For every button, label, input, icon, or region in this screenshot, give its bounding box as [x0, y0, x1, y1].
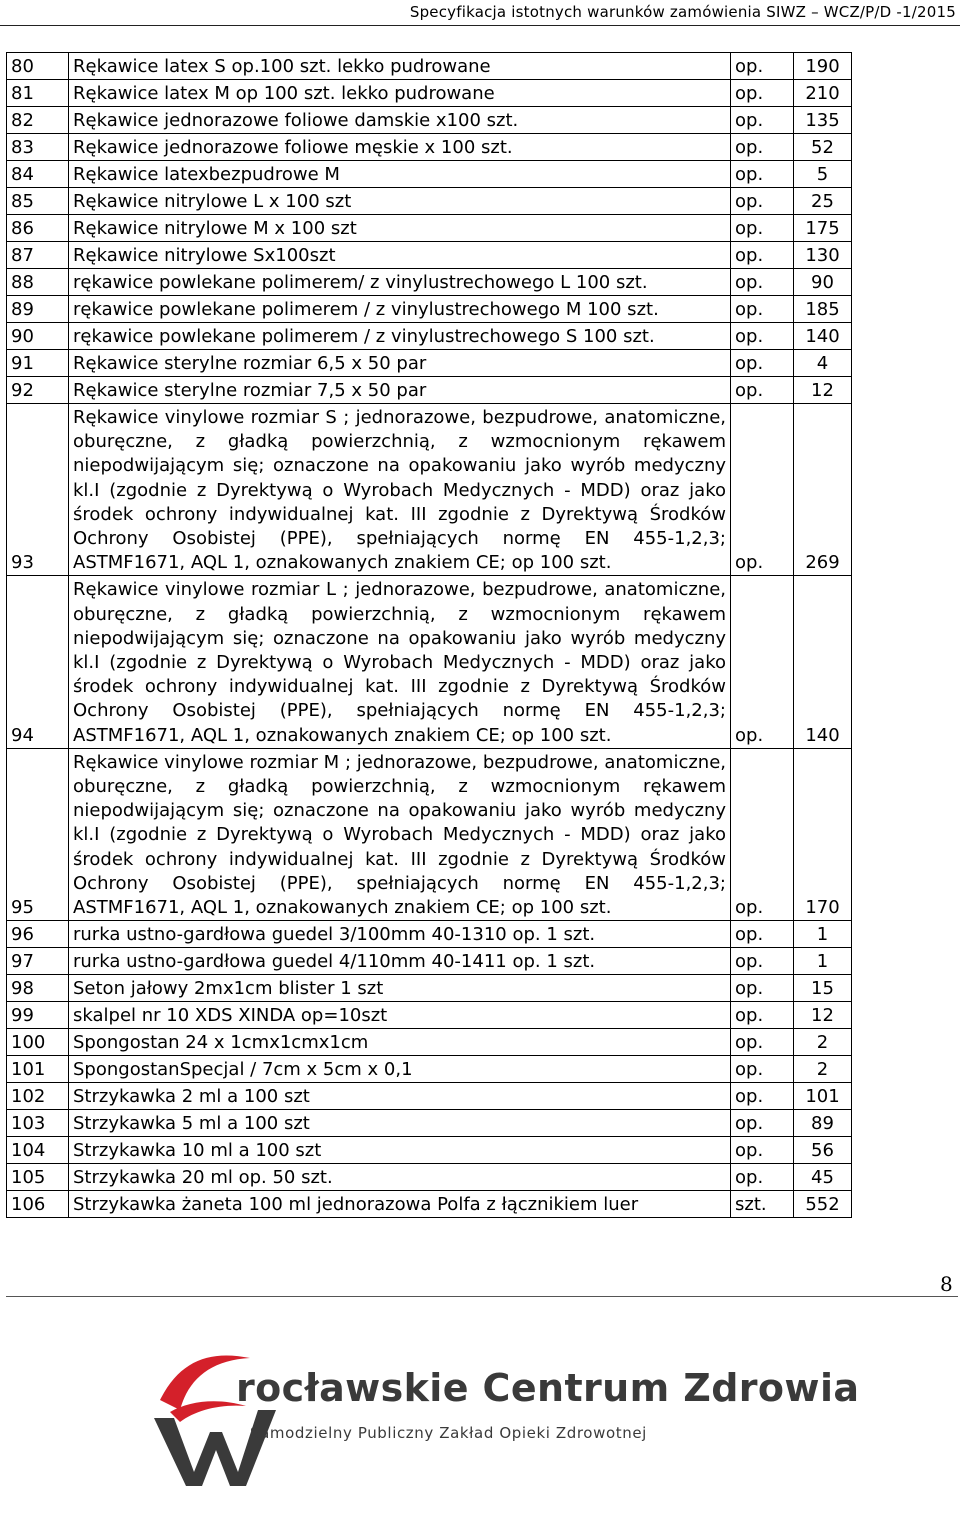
- item-description: Rękawice latex M op 100 szt. lekko pudrowane: [69, 80, 731, 107]
- item-unit: op.: [731, 296, 794, 323]
- item-unit: op.: [731, 1056, 794, 1083]
- item-number: 80: [7, 53, 69, 80]
- table-row: [7, 53, 852, 80]
- table-row: [7, 748, 852, 920]
- table-row: [7, 323, 852, 350]
- item-number: 93: [7, 404, 69, 576]
- item-description: Rękawice vinylowe rozmiar S ; jednorazowe, bezpudrowe, anatomiczne, oburęczne, z gładką powierzchnią, z wzmocnionym rękawem niepodwijającym się; oznaczone na opakowaniu jako wyrób medyczny kl.I (zgodnie z Dyrektywą o Wyrobach Medycznych - MDD) oraz jako środek ochrony indywidualnej kat. III zgodnie z Dyrektywą Środków Ochrony Osobistej (PPE), spełniających normę EN 455-1,2,3; ASTMF1671, AQL 1, oznakowanych znakiem CE; op 100 szt.: [69, 404, 731, 576]
- item-description: rurka ustno-gardłowa guedel 4/110mm 40-1411 op. 1 szt.: [69, 948, 731, 975]
- item-number: 82: [7, 107, 69, 134]
- item-number: 91: [7, 350, 69, 377]
- table-row: [7, 1083, 852, 1110]
- table-row: [7, 80, 852, 107]
- item-number: 92: [7, 377, 69, 404]
- item-number: 90: [7, 323, 69, 350]
- w-swoosh-logo-icon: [150, 1340, 290, 1490]
- item-number: 102: [7, 1083, 69, 1110]
- table-row: [7, 215, 852, 242]
- table-row: [7, 350, 852, 377]
- item-number: 103: [7, 1110, 69, 1137]
- item-description: Strzykawka 5 ml a 100 szt: [69, 1110, 731, 1137]
- item-quantity: 190: [794, 53, 852, 80]
- specification-table: [6, 52, 852, 1218]
- item-description: Rękawice vinylowe rozmiar M ; jednorazowe, bezpudrowe, anatomiczne, oburęczne, z gładką powierzchnią, z wzmocnionym rękawem niepodwijającym się; oznaczone na opakowaniu jako wyrób medyczny kl.I (zgodnie z Dyrektywą o Wyrobach Medycznych - MDD) oraz jako środek ochrony indywidualnej kat. III zgodnie z Dyrektywą Środków Ochrony Osobistej (PPE), spełniających normę EN 455-1,2,3; ASTMF1671, AQL 1, oznakowanych znakiem CE; op 100 szt.: [69, 748, 731, 920]
- page-number: 8: [940, 1272, 953, 1296]
- table-row: [7, 107, 852, 134]
- item-quantity: 52: [794, 134, 852, 161]
- table-row: [7, 1137, 852, 1164]
- header-title: Specyfikacja istotnych warunków zamówienia SIWZ – WCZ/P/D -1/2015: [409, 3, 956, 21]
- table-row: [7, 296, 852, 323]
- item-quantity: 2: [794, 1029, 852, 1056]
- item-number: 89: [7, 296, 69, 323]
- item-quantity: 12: [794, 1002, 852, 1029]
- item-description: Rękawice nitrylowe L x 100 szt: [69, 188, 731, 215]
- logo-brand-text: rocławskie Centrum Zdrowia: [236, 1366, 860, 1410]
- item-unit: op.: [731, 748, 794, 920]
- item-number: 106: [7, 1191, 69, 1218]
- item-quantity: 185: [794, 296, 852, 323]
- item-description: skalpel nr 10 XDS XINDA op=10szt: [69, 1002, 731, 1029]
- table-row: [7, 188, 852, 215]
- item-quantity: 175: [794, 215, 852, 242]
- wcz-logo: [150, 1340, 890, 1490]
- item-number: 99: [7, 1002, 69, 1029]
- item-unit: op.: [731, 1083, 794, 1110]
- item-unit: op.: [731, 80, 794, 107]
- table-row: [7, 377, 852, 404]
- item-unit: op.: [731, 269, 794, 296]
- item-description: Rękawice vinylowe rozmiar L ; jednorazowe, bezpudrowe, anatomiczne, oburęczne, z gładką powierzchnią, z wzmocnionym rękawem niepodwijającym się; oznaczone na opakowaniu jako wyrób medyczny kl.I (zgodnie z Dyrektywą o Wyrobach Medycznych - MDD) oraz jako środek ochrony indywidualnej kat. III zgodnie z Dyrektywą Środków Ochrony Osobistej (PPE), spełniających normę EN 455-1,2,3; ASTMF1671, AQL 1, oznakowanych znakiem CE; op 100 szt.: [69, 576, 731, 748]
- item-unit: op.: [731, 377, 794, 404]
- item-number: 96: [7, 921, 69, 948]
- item-quantity: 269: [794, 404, 852, 576]
- table-row: [7, 404, 852, 576]
- item-description: Rękawice sterylne rozmiar 7,5 x 50 par: [69, 377, 731, 404]
- table-row: [7, 1191, 852, 1218]
- item-quantity: 90: [794, 269, 852, 296]
- table-row: [7, 1164, 852, 1191]
- item-number: 100: [7, 1029, 69, 1056]
- item-unit: op.: [731, 107, 794, 134]
- table-row: [7, 975, 852, 1002]
- item-quantity: 210: [794, 80, 852, 107]
- item-number: 104: [7, 1137, 69, 1164]
- item-unit: op.: [731, 1110, 794, 1137]
- item-description: Strzykawka 10 ml a 100 szt: [69, 1137, 731, 1164]
- item-quantity: 170: [794, 748, 852, 920]
- item-unit: op.: [731, 921, 794, 948]
- item-quantity: 4: [794, 350, 852, 377]
- table-row: [7, 269, 852, 296]
- item-unit: op.: [731, 1164, 794, 1191]
- item-description: Seton jałowy 2mx1cm blister 1 szt: [69, 975, 731, 1002]
- item-quantity: 2: [794, 1056, 852, 1083]
- item-unit: op.: [731, 242, 794, 269]
- item-unit: op.: [731, 188, 794, 215]
- item-number: 85: [7, 188, 69, 215]
- item-unit: op.: [731, 975, 794, 1002]
- item-number: 98: [7, 975, 69, 1002]
- item-unit: op.: [731, 948, 794, 975]
- table-row: [7, 242, 852, 269]
- item-quantity: 130: [794, 242, 852, 269]
- item-quantity: 135: [794, 107, 852, 134]
- item-quantity: 25: [794, 188, 852, 215]
- item-number: 87: [7, 242, 69, 269]
- item-number: 88: [7, 269, 69, 296]
- item-unit: op.: [731, 1029, 794, 1056]
- item-description: rurka ustno-gardłowa guedel 3/100mm 40-1310 op. 1 szt.: [69, 921, 731, 948]
- item-quantity: 45: [794, 1164, 852, 1191]
- item-unit: op.: [731, 350, 794, 377]
- item-unit: op.: [731, 1137, 794, 1164]
- item-number: 95: [7, 748, 69, 920]
- item-unit: op.: [731, 161, 794, 188]
- item-quantity: 140: [794, 323, 852, 350]
- item-description: Rękawice latexbezpudrowe M: [69, 161, 731, 188]
- item-quantity: 1: [794, 921, 852, 948]
- header-divider: [0, 25, 960, 26]
- item-number: 94: [7, 576, 69, 748]
- table-row: [7, 1002, 852, 1029]
- item-unit: op.: [731, 404, 794, 576]
- item-number: 101: [7, 1056, 69, 1083]
- item-description: Rękawice sterylne rozmiar 6,5 x 50 par: [69, 350, 731, 377]
- item-description: SpongostanSpecjal / 7cm x 5cm x 0,1: [69, 1056, 731, 1083]
- item-quantity: 12: [794, 377, 852, 404]
- item-number: 105: [7, 1164, 69, 1191]
- table-row: [7, 1110, 852, 1137]
- footer-divider: [6, 1296, 958, 1297]
- item-unit: szt.: [731, 1191, 794, 1218]
- table-row: [7, 1029, 852, 1056]
- table-row: [7, 161, 852, 188]
- item-unit: op.: [731, 1002, 794, 1029]
- table-row: [7, 134, 852, 161]
- item-quantity: 552: [794, 1191, 852, 1218]
- table-row: [7, 576, 852, 748]
- item-description: Strzykawka 2 ml a 100 szt: [69, 1083, 731, 1110]
- item-number: 81: [7, 80, 69, 107]
- item-description: Rękawice jednorazowe foliowe damskie x100 szt.: [69, 107, 731, 134]
- document-header: [410, 0, 956, 24]
- item-number: 86: [7, 215, 69, 242]
- table-row: [7, 921, 852, 948]
- item-unit: op.: [731, 53, 794, 80]
- table-row: [7, 948, 852, 975]
- item-number: 97: [7, 948, 69, 975]
- item-description: Rękawice nitrylowe M x 100 szt: [69, 215, 731, 242]
- logo-subtitle: Samodzielny Publiczny Zakład Opieki Zdrowotnej: [250, 1424, 647, 1442]
- item-quantity: 140: [794, 576, 852, 748]
- item-description: Rękawice nitrylowe Sx100szt: [69, 242, 731, 269]
- item-quantity: 89: [794, 1110, 852, 1137]
- item-description: rękawice powlekane polimerem/ z vinylustrechowego L 100 szt.: [69, 269, 731, 296]
- item-quantity: 101: [794, 1083, 852, 1110]
- item-description: Rękawice jednorazowe foliowe męskie x 100 szt.: [69, 134, 731, 161]
- item-quantity: 56: [794, 1137, 852, 1164]
- item-unit: op.: [731, 215, 794, 242]
- item-description: Rękawice latex S op.100 szt. lekko pudrowane: [69, 53, 731, 80]
- item-description: Strzykawka żaneta 100 ml jednorazowa Polfa z łącznikiem luer: [69, 1191, 731, 1218]
- item-description: rękawice powlekane polimerem / z vinylustrechowego M 100 szt.: [69, 296, 731, 323]
- item-quantity: 15: [794, 975, 852, 1002]
- item-description: rękawice powlekane polimerem / z vinylustrechowego S 100 szt.: [69, 323, 731, 350]
- item-unit: op.: [731, 576, 794, 748]
- table-row: [7, 1056, 852, 1083]
- item-description: Strzykawka 20 ml op. 50 szt.: [69, 1164, 731, 1191]
- item-number: 84: [7, 161, 69, 188]
- item-unit: op.: [731, 323, 794, 350]
- item-description: Spongostan 24 x 1cmx1cmx1cm: [69, 1029, 731, 1056]
- item-unit: op.: [731, 134, 794, 161]
- item-quantity: 5: [794, 161, 852, 188]
- item-number: 83: [7, 134, 69, 161]
- item-quantity: 1: [794, 948, 852, 975]
